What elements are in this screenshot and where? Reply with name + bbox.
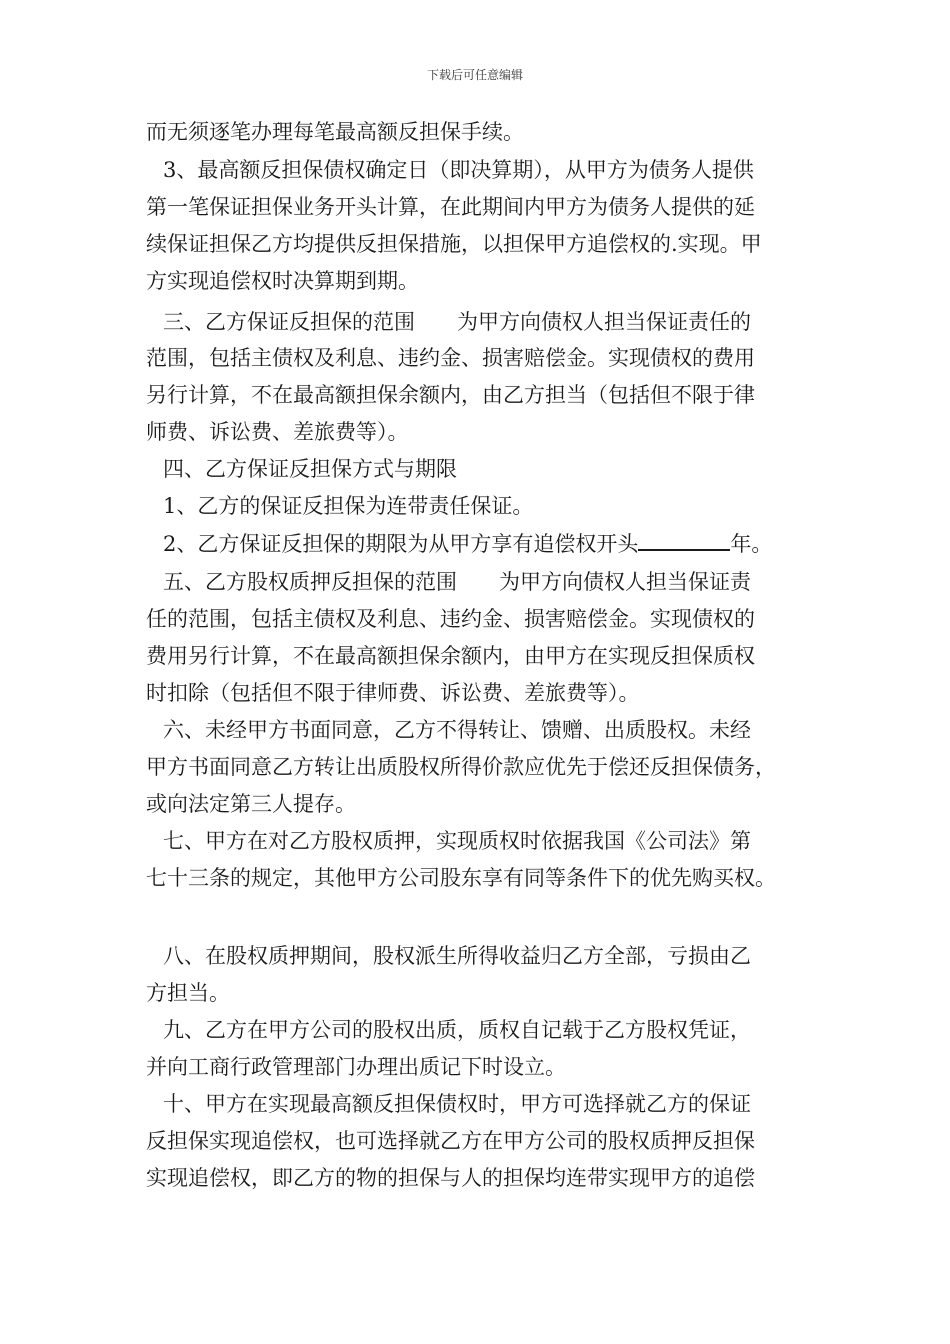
paragraph-line: 另行计算，不在最高额担保余额内，由乙方担当（包括但不限于律 <box>146 383 755 407</box>
paragraph-line: 方担当。 <box>146 981 230 1005</box>
line-text: 2、乙方保证反担保的期限为从甲方享有追偿权开头 <box>163 532 639 556</box>
paragraph-line: 六、未经甲方书面同意，乙方不得转让、馈赠、出质股权。未经 <box>163 718 751 742</box>
paragraph-line: 并向工商行政管理部门办理出质记下时设立。 <box>146 1055 566 1079</box>
paragraph-line: 反担保实现追偿权，也可选择就乙方在甲方公司的股权质押反担保 <box>146 1129 755 1153</box>
paragraph-line: 师费、诉讼费、差旅费等）。 <box>146 420 409 444</box>
paragraph-line: 九、乙方在甲方公司的股权出质，质权自记载于乙方股权凭证， <box>163 1018 751 1042</box>
paragraph-line <box>163 530 772 558</box>
section-heading: 四、乙方保证反担保方式与期限 <box>163 457 457 481</box>
paragraph-line: 续保证担保乙方均提供反担保措施，以担保甲方追偿权的.实现。甲 <box>146 232 762 256</box>
paragraph-line: 时扣除（包括但不限于律师费、诉讼费、差旅费等）。 <box>146 681 640 705</box>
paragraph-line: 实现追偿权，即乙方的物的担保与人的担保均连带实现甲方的追偿 <box>146 1166 755 1190</box>
page-header-watermark: 下载后可任意编辑 <box>426 68 523 82</box>
paragraph-line: 或向法定第三人提存。 <box>146 792 356 816</box>
paragraph-line: 方实现追偿权时决算期到期。 <box>146 269 419 293</box>
paragraph-line: 甲方书面同意乙方转让出质股权所得价款应优先于偿还反担保债务， <box>146 755 776 779</box>
paragraph-line: 七十三条的规定，其他甲方公司股东享有同等条件下的优先购买权。 <box>146 866 776 890</box>
paragraph-line: 三、乙方保证反担保的范围 为甲方向债权人担当保证责任的 <box>163 310 751 334</box>
fill-in-blank[interactable] <box>638 531 730 551</box>
paragraph-line: 费用另行计算，不在最高额担保余额内，由甲方在实现反担保质权 <box>146 644 755 668</box>
paragraph-line: 任的范围，包括主债权及利息、违约金、损害赔偿金。实现债权的 <box>146 607 755 631</box>
paragraph-line: 3、最高额反担保债权确定日（即决算期），从甲方为债务人提供 <box>163 158 754 182</box>
paragraph-line: 第一笔保证担保业务开头计算，在此期间内甲方为债务人提供的延 <box>146 195 755 219</box>
paragraph-line: 五、乙方股权质押反担保的范围 为甲方向债权人担当保证责 <box>163 570 751 594</box>
paragraph-line: 1、乙方的保证反担保为连带责任保证。 <box>163 494 534 518</box>
paragraph-line: 范围，包括主债权及利息、违约金、损害赔偿金。实现债权的费用 <box>146 346 755 370</box>
paragraph-line: 而无须逐笔办理每笔最高额反担保手续。 <box>146 120 524 144</box>
paragraph-line: 七、甲方在对乙方股权质押，实现质权时依据我国《公司法》第 <box>163 829 751 853</box>
paragraph-line: 八、在股权质押期间，股权派生所得收益归乙方全部，亏损由乙 <box>163 944 751 968</box>
line-text: 年。 <box>730 532 773 556</box>
paragraph-line: 十、甲方在实现最高额反担保债权时，甲方可选择就乙方的保证 <box>163 1092 751 1116</box>
